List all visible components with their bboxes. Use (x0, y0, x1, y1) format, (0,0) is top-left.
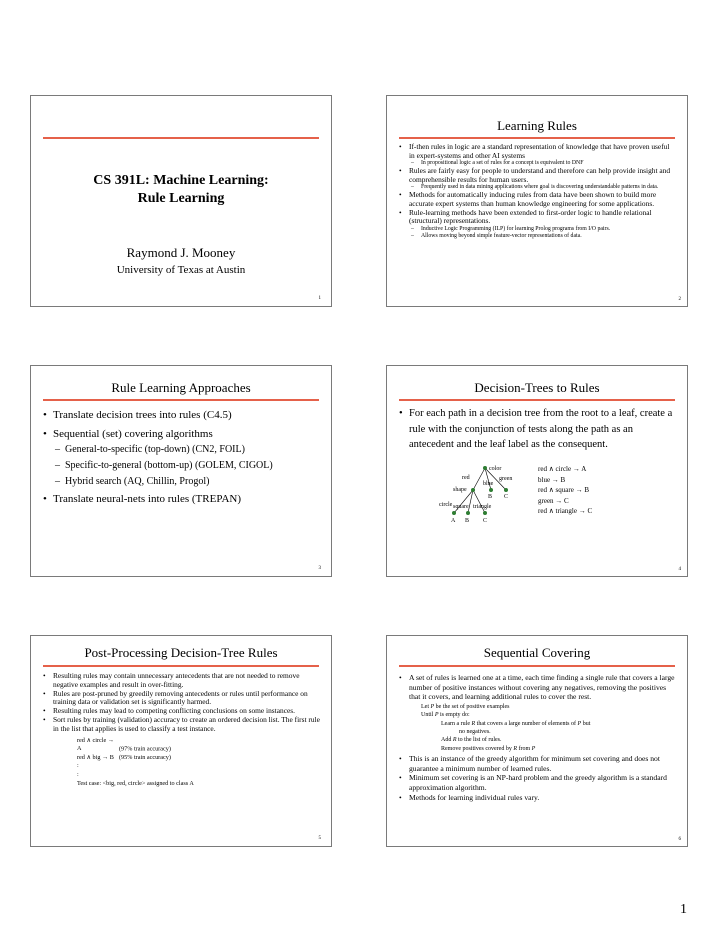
sub-text: Allows moving beyond simple feature-vector representations of data. (421, 232, 582, 239)
slide-title: Learning Rules (497, 118, 577, 133)
slide-number: 2 (678, 297, 681, 302)
tree-branch-blue: blue (483, 481, 494, 487)
tree-branch-green: green (499, 476, 513, 482)
rules-list (538, 464, 592, 517)
bullet-text: Rule-learning methods have been extended to first-order logic to handle relational (structural) representations. (409, 207, 652, 226)
bullet-text: For each path in a decision tree from the root to a leaf, create a rule with the conjunction of tests along the path as an antecedent and the leaf label as the consequent. (409, 408, 673, 450)
slide-5 (30, 635, 332, 847)
sub-text: Specific-to-general (bottom-up) (GOLEM, CIGOL) (65, 460, 273, 471)
bullet-item (399, 754, 677, 773)
tree-leaf-green: C (504, 494, 509, 500)
page-number: 1 (680, 902, 687, 917)
slide-title-rule (399, 399, 675, 401)
tree-branch-square: square (453, 504, 469, 510)
bullet-item (43, 716, 321, 734)
rule-line: red ∧ square → B (538, 486, 589, 494)
tree-node-shape: shape (453, 487, 467, 493)
bullet-marker: • (399, 190, 402, 200)
bullet-marker: • (399, 408, 403, 419)
slide-title: Decision-Trees to Rules (474, 380, 600, 395)
bullet-marker: • (43, 428, 47, 440)
slide-title-rule (399, 137, 675, 139)
algo-line: Until P is empty do: (421, 712, 470, 719)
bullet-marker: • (43, 409, 47, 421)
slide-number: 6 (678, 837, 681, 842)
bullet-marker: • (399, 792, 402, 802)
slide-content (399, 673, 677, 802)
bullet-item (399, 406, 677, 453)
tree-branch-triangle: triangle (473, 504, 492, 510)
example-list (43, 737, 321, 789)
bullet-text: If-then rules in logic are a standard representation of knowledge that have proven useful in expert-systems and other AI systems (409, 142, 670, 160)
example-accuracy: (95% train accuracy) (119, 753, 171, 761)
bullet-marker: • (399, 673, 402, 682)
tree-leaf-a: A (451, 518, 456, 524)
bullet-text: Methods for automatically inducing rules from data have been shown to build more accurate expert systems than human knowledge engineering for some applications. (409, 190, 657, 208)
dash-marker: – (55, 460, 60, 471)
slide-title: Rule Learning Approaches (111, 380, 251, 395)
slide-title: Post-Processing Decision-Tree Rules (84, 645, 278, 660)
sub-text: General-to-specific (top-down) (CN2, FOIL) (65, 444, 245, 455)
slide-content (43, 408, 321, 506)
ellipsis: : (77, 762, 79, 770)
bullet-item (399, 793, 677, 803)
slide-1 (30, 95, 332, 307)
bullet-text: A set of rules is learned one at a time, each time finding a single rule that covers a large number of positive instances without covering any negatives, removing the positives that it covers, and learning additional rules to cover the rest. (409, 673, 675, 702)
sub-text: Inductive Logic Programming (ILP) for learning Prolog programs from I/O pairs. (421, 225, 611, 232)
example-rule (77, 737, 321, 754)
dash-marker: – (55, 476, 60, 487)
slide-3 (30, 365, 332, 577)
bullet-marker: • (43, 493, 47, 505)
slide-number: 1 (318, 296, 321, 301)
sub-item (399, 233, 677, 240)
bullet-marker: • (399, 207, 402, 217)
bullet-marker: • (43, 714, 46, 724)
bullet-text: Translate decision trees into rules (C4.5) (53, 409, 232, 421)
rule-line: green → C (538, 496, 569, 505)
tree-branch-red: red (462, 475, 470, 481)
rule-line: blue → B (538, 475, 566, 484)
author: Raymond J. Mooney (126, 245, 236, 260)
bullet-marker: • (399, 142, 402, 151)
bullet-text: Rules are post-pruned by greedily removing antecedents or rules until performance on training data or validation set is significantly harmed. (53, 688, 308, 707)
bullet-item (43, 427, 321, 441)
sub-item (399, 226, 677, 233)
algo-line: Let P be the set of positive examples (421, 703, 510, 710)
affiliation: University of Texas at Austin (116, 264, 246, 276)
bullet-text: Sort rules by training (validation) accuracy to create an ordered decision list. The first rule in the list that applies is used to classify a test instance. (53, 714, 320, 733)
decision-tree-diagram (433, 463, 523, 525)
ellipsis: : (77, 770, 79, 778)
slide-number: 4 (678, 567, 681, 572)
example-rule (77, 754, 321, 763)
rule-line: red ∧ circle → A (538, 465, 587, 473)
sub-item (43, 459, 321, 472)
dash-marker: – (411, 160, 414, 167)
bullet-item (399, 143, 677, 160)
bullet-text: Translate neural-nets into rules (TREPAN) (53, 493, 241, 505)
algorithm-block (399, 703, 677, 753)
bullet-text: Sequential (set) covering algorithms (53, 428, 213, 440)
bullet-text: Rules are fairly easy for people to understand and therefore can help provide insight and comprehensible results for human users. (409, 166, 671, 184)
tree-branch-circle: circle (439, 502, 453, 508)
slide-4 (386, 365, 688, 577)
bullet-item (43, 408, 321, 422)
slide-1-title (31, 172, 331, 208)
sub-item (43, 443, 321, 456)
bullet-marker: • (399, 166, 402, 176)
dash-marker: – (411, 225, 414, 232)
slide-title-rule (43, 399, 319, 401)
bullet-marker: • (43, 706, 46, 716)
slide-title: Sequential Covering (483, 645, 591, 660)
test-case: Test case: <big, red, circle> assigned to class A (77, 779, 194, 787)
bullet-marker: • (399, 773, 402, 783)
tree-leaf-b: B (465, 518, 470, 524)
title-line-2: Rule Learning (137, 191, 225, 206)
bullet-item (43, 492, 321, 506)
bullet-item (43, 690, 321, 708)
example-accuracy: (97% train accuracy) (119, 745, 171, 753)
sub-text: Frequently used in data mining applications where goal is discovering understandable patterns in data. (421, 184, 659, 191)
bullet-item (43, 672, 321, 690)
bullet-marker: • (43, 688, 46, 698)
sub-item (43, 475, 321, 488)
example-rule-text: red ∧ circle → A (77, 736, 114, 753)
title-line-1: CS 391L: Machine Learning: (93, 173, 269, 188)
slide-title-rule (399, 665, 675, 667)
slide-title-rule (43, 137, 319, 139)
sub-text: In propositional logic a set of rules for a concept is equivalent to DNF (421, 160, 584, 167)
tree-leaf-blue: B (488, 494, 493, 500)
algo-line: no negatives. (459, 729, 491, 735)
slide-title-rule (43, 665, 319, 667)
slide-number: 3 (318, 566, 321, 571)
dash-marker: – (411, 232, 414, 239)
bullet-item (399, 773, 677, 792)
dash-marker: – (411, 184, 414, 191)
algo-line: Add R to the list of rules. (441, 737, 502, 744)
slide-content (399, 406, 677, 453)
bullet-marker: • (43, 671, 46, 680)
dash-marker: – (55, 444, 60, 455)
bullet-item (399, 673, 677, 702)
slide-2 (386, 95, 688, 307)
slide-content (399, 143, 677, 240)
algo-line: Remove positives covered by R from P (441, 745, 536, 752)
bullet-text: Resulting rules may lead to competing conflicting conclusions on some instances. (53, 706, 295, 716)
sub-text: Hybrid search (AQ, Chillin, Progol) (65, 476, 210, 487)
bullet-text: Minimum set covering is an NP-hard problem and the greedy algorithm is a standard approximation algorithm. (409, 773, 667, 792)
slide-content (43, 672, 321, 788)
bullet-text: This is an instance of the greedy algorithm for minimum set covering and does not guarantee a minimum number of learned rules. (409, 754, 660, 773)
bullet-item (399, 209, 677, 226)
tree-root-label: color (489, 466, 502, 472)
bullet-item (399, 167, 677, 184)
bullet-text: Methods for learning individual rules vary. (409, 792, 540, 802)
bullet-item (399, 191, 677, 208)
slide-number: 5 (318, 836, 321, 841)
algo-line: Learn a rule R that covers a large number of elements of P but (441, 720, 591, 727)
rule-line: red ∧ triangle → C (538, 507, 593, 515)
bullet-marker: • (399, 754, 402, 764)
slide-6 (386, 635, 688, 847)
example-rule-text: red ∧ big → B (77, 753, 114, 761)
bullet-text: Resulting rules may contain unnecessary antecedents that are not needed to remove negative examples and result in over-fitting. (53, 671, 300, 689)
tree-leaf-c: C (483, 518, 488, 524)
